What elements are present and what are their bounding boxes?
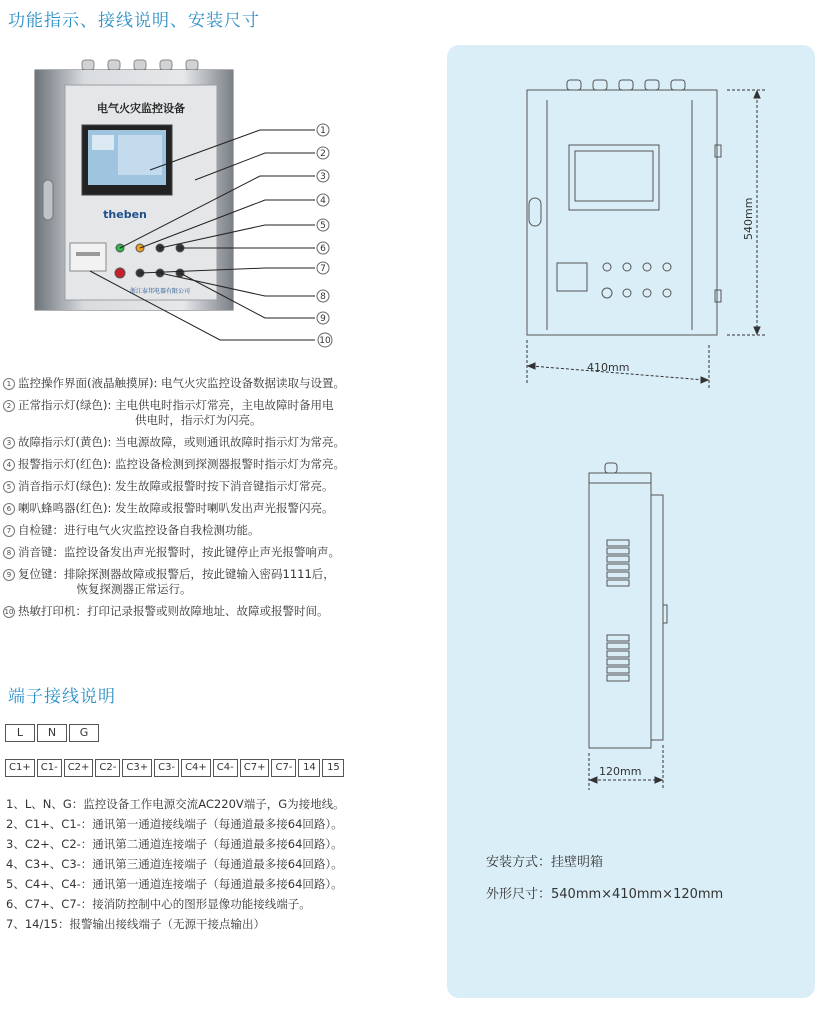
callout-num: 5 [320, 221, 326, 231]
feature-list [3, 376, 423, 626]
feature-number: 1 [3, 378, 15, 390]
terminal-box: L [5, 724, 35, 742]
terminal-box: 15 [322, 759, 344, 777]
wiring-note: 2、C1+、C1-：通讯第一通道接线端子（每通道最多接64回路）。 [6, 817, 343, 831]
wiring-note: 1、L、N、G：监控设备工作电源交流AC220V端子，G为接地线。 [6, 797, 345, 811]
function-section-title: 功能指示、接线说明、安装尺寸 [8, 11, 260, 31]
terminal-box: C2- [95, 759, 120, 777]
feature-number: 10 [4, 608, 14, 616]
callout-num: 3 [320, 172, 326, 182]
callout-num: 6 [320, 244, 326, 254]
terminal-box: C7- [271, 759, 296, 777]
feature-text: 自检键：进行电气火灾监控设备自我检测功能。 [18, 523, 260, 537]
side-view-drawing [589, 463, 667, 748]
terminal-box: C4- [213, 759, 238, 777]
terminal-box: C3+ [122, 759, 152, 777]
callout-num: 4 [320, 196, 326, 206]
terminal-row-comm [5, 759, 344, 777]
device-illustration [0, 40, 420, 360]
terminal-row-power [5, 724, 99, 742]
feature-item [3, 398, 423, 428]
feature-text: 正常指示灯(绿色): 主电供电时指示灯常亮，主电故障时备用电 供电时，指示灯为闪亮。 [18, 398, 334, 427]
feature-number: 3 [3, 437, 15, 449]
terminal-box: N [37, 724, 67, 742]
terminal-box: C4+ [181, 759, 211, 777]
device-brand: theben [103, 208, 147, 221]
feature-number: 5 [3, 481, 15, 493]
feature-text: 复位键：排除探测器故障或报警后，按此键输入密码1111后， 恢复探测器正常运行。 [18, 567, 335, 596]
wiring-note: 7、14/15：报警输出接线端子（无源干接点输出） [6, 917, 265, 931]
wiring-notes [6, 797, 426, 937]
terminal-box: C2+ [64, 759, 94, 777]
feature-number: 8 [3, 547, 15, 559]
feature-text: 喇叭蜂鸣器(红色): 发生故障或报警时喇叭发出声光报警闪亮。 [18, 501, 334, 515]
wiring-note: 4、C3+、C3-：通讯第三通道连接端子（每通道最多接64回路）。 [6, 857, 343, 871]
terminal-section-title: 端子接线说明 [8, 687, 116, 707]
feature-item [3, 567, 423, 597]
feature-text: 消音指示灯(绿色): 发生故障或报警时按下消音键指示灯常亮。 [18, 479, 334, 493]
terminal-box: C7+ [240, 759, 270, 777]
callout-num: 8 [320, 292, 326, 302]
feature-text: 故障指示灯(黄色): 当电源故障，或则通讯故障时指示灯为常亮。 [18, 435, 345, 449]
feature-number: 9 [3, 569, 15, 581]
callout-num: 7 [320, 264, 326, 274]
feature-number: 7 [3, 525, 15, 537]
feature-item [3, 545, 423, 560]
feature-item [3, 604, 423, 619]
feature-text: 热敏打印机：打印记录报警或则故障地址、故障或报警时间。 [18, 604, 329, 618]
feature-number: 6 [3, 503, 15, 515]
feature-number: 4 [3, 459, 15, 471]
feature-text: 消音键：监控设备发出声光报警时，按此键停止声光报警响声。 [18, 545, 340, 559]
terminal-box: C3- [154, 759, 179, 777]
device-company: 浙江泰邦电器有限公司 [129, 288, 191, 295]
callout-num: 10 [319, 336, 331, 346]
terminal-box: C1- [37, 759, 62, 777]
install-method: 安装方式：挂壁明箱 [486, 855, 604, 870]
feature-text: 报警指示灯(红色): 监控设备检测到探测器报警时指示灯为常亮。 [18, 457, 345, 471]
feature-item [3, 376, 423, 391]
height-label: 540mm [742, 197, 755, 240]
feature-item [3, 501, 423, 516]
dimension-drawings [447, 45, 815, 845]
feature-text: 监控操作界面(液晶触摸屏): 电气火灾监控设备数据读取与设置。 [18, 376, 345, 390]
callout-num: 1 [320, 126, 326, 136]
terminal-box: C1+ [5, 759, 35, 777]
width-label: 410mm [587, 361, 630, 374]
callout-numbers [317, 124, 332, 347]
callout-num: 2 [320, 149, 326, 159]
feature-item [3, 457, 423, 472]
install-size: 外形尺寸：540mm×410mm×120mm [486, 887, 724, 902]
wiring-note: 3、C2+、C2-：通讯第二通道连接端子（每通道最多接64回路）。 [6, 837, 343, 851]
feature-item [3, 523, 423, 538]
cable-glands [82, 60, 198, 70]
callout-num: 9 [320, 314, 326, 324]
wiring-note: 6、C7+、C7-：接消防控制中心的图形显像功能接线端子。 [6, 897, 311, 911]
wiring-note: 5、C4+、C4-：通讯第一通道连接端子（每通道最多接64回路）。 [6, 877, 343, 891]
device-title: 电气火灾监控设备 [97, 102, 185, 115]
terminal-box: 14 [298, 759, 320, 777]
feature-item [3, 435, 423, 450]
terminal-box: G [69, 724, 99, 742]
depth-label: 120mm [599, 765, 642, 778]
feature-item [3, 479, 423, 494]
front-view-drawing [527, 80, 721, 335]
feature-number: 2 [3, 400, 15, 412]
